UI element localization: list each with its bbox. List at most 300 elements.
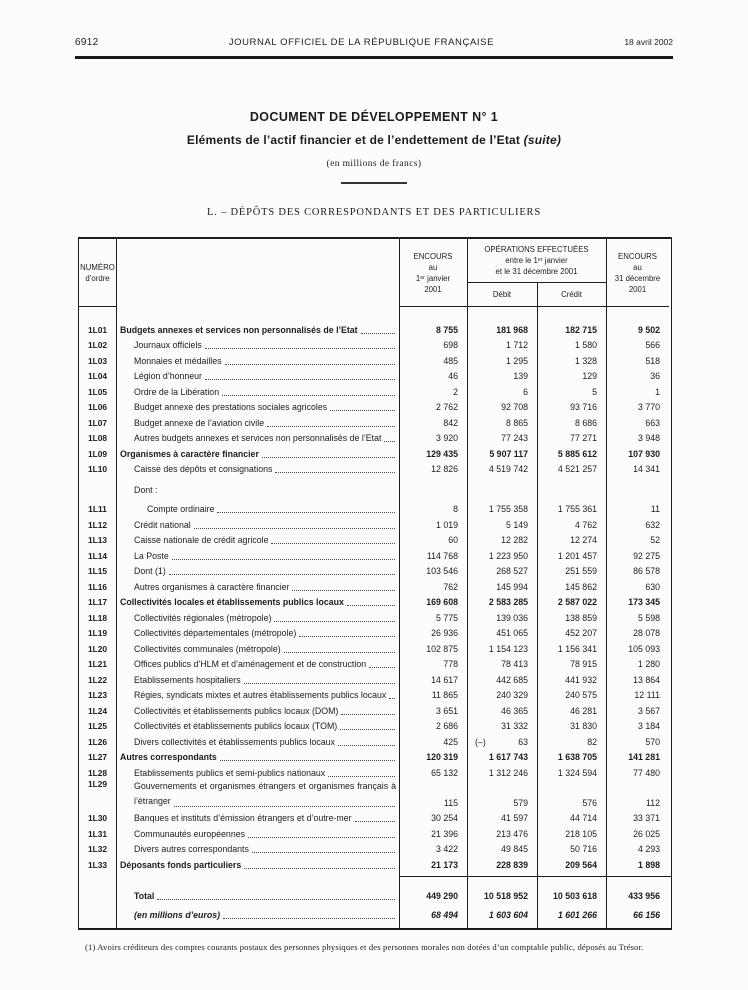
header-line: 1ᵉʳ janvier [415,273,451,283]
cell-encours-decembre: 28 078 [633,628,660,638]
table-row [79,670,671,686]
row-label-text: Collectivités régionales (métropole) [134,612,272,623]
dotted-leader [389,690,395,699]
cell-encours-decembre: 141 281 [628,752,660,762]
cell-encours-janvier: 115 [443,797,458,808]
table-row [79,398,671,414]
page-header [75,37,673,48]
cell-credit: 218 105 [565,828,597,839]
cell-encours-janvier: 2 762 [435,402,458,412]
dotted-leader [194,520,395,529]
row-label [116,340,399,351]
cell-encours-decembre: 92 275 [633,550,660,561]
table-row [79,480,671,496]
table-row [79,824,671,840]
row-number: 1L24 [87,705,108,716]
unit-note: (en millions de francs) [326,159,422,169]
row-label-text: Budget annexe de l’aviation civile [134,417,265,428]
table-row [79,902,671,921]
dotted-leader [169,566,395,575]
cell-credit: 576 [582,797,597,808]
cell-credit: 145 862 [565,581,597,592]
row-label-text: (en millions d’euros) [134,910,221,920]
cell-encours-janvier: 129 435 [426,448,458,459]
table-row [79,732,671,748]
row-label-text: Collectivités communales (métropole) [134,643,281,654]
row-label [116,910,399,921]
row-label [116,582,399,593]
header-cell-credit: Crédit [537,283,606,307]
cell-encours-decembre: 632 [645,519,660,530]
cell-credit: 209 564 [565,859,597,870]
doc-title: DOCUMENT DE DÉVELOPPEMENT N° 1 [249,110,499,124]
header-line: NUMÉRO [80,262,115,272]
table-row [79,655,671,671]
dotted-leader [248,829,395,838]
cell-encours-janvier: 2 686 [435,721,458,731]
header-line: 2001 [628,284,647,294]
cell-encours-janvier: 21 173 [431,859,458,870]
dotted-leader [355,813,395,822]
row-label [116,504,399,515]
dotted-leader [341,706,395,715]
cell-credit: 44 714 [570,813,597,823]
row-label-line2 [134,794,396,809]
dotted-leader [262,449,395,458]
cell-credit: 4 762 [574,519,597,530]
table-row [79,413,671,429]
table-row [79,320,671,336]
row-label-text: Autres correspondants [120,752,217,762]
row-number: 1L25 [87,721,108,731]
cell-credit: 240 575 [565,690,597,700]
cell-encours-decembre: 1 280 [637,659,660,669]
cell-credit: 1 601 266 [557,910,597,920]
cell-debit: 31 332 [501,721,528,731]
cell-encours-decembre: 3 184 [637,721,660,731]
table-row [79,562,671,578]
row-label-text: Dont (1) [134,566,166,576]
cell-credit: 46 281 [570,705,597,716]
row-label [116,566,399,577]
row-label [116,433,399,444]
row-number: 1L08 [87,433,108,443]
cell-debit: 268 527 [496,566,528,576]
cell-encours-decembre: 14 341 [633,464,660,474]
cell-credit: 77 271 [570,433,597,443]
cell-encours-janvier: 65 132 [431,767,458,778]
row-number: 1L06 [87,402,108,412]
header-line: ENCOURS [618,251,657,261]
cell-encours-decembre: 566 [645,340,660,350]
row-number: 1L33 [87,859,108,870]
table-totals-rows [79,883,671,921]
table-row [79,429,671,445]
dotted-leader [244,860,395,869]
row-label [116,628,399,639]
footnote: (1) Avoirs créditeurs des comptes courants postaux des personnes physiques et des personnes morales non dotées d’un comptable public, déposés au Trésor. [85,942,644,952]
cell-credit: 12 274 [570,535,597,545]
row-label-text: Communautés européennes [134,828,246,839]
cell-credit: 2 587 022 [557,597,597,607]
cell-encours-decembre: 518 [645,355,660,366]
deposits-table [78,237,672,930]
dotted-leader [174,794,395,807]
cell-encours-janvier: 2 [453,386,458,397]
row-label [116,891,399,902]
row-label-text: Monnaies et médailles [134,355,222,366]
cell-encours-decembre: 433 956 [628,891,660,901]
row-label [116,485,399,496]
cell-debit: 1 295 [505,355,528,366]
journal-date: 18 avril 2002 [624,37,673,47]
cell-encours-decembre: 9 502 [637,324,660,335]
cell-debit: 5 907 117 [489,448,528,459]
row-label-text: Total [134,891,155,901]
cell-encours-janvier: 120 319 [426,752,458,762]
cell-debit: 78 413 [501,659,528,669]
row-label [116,675,399,686]
cell-encours-janvier: 449 290 [426,891,458,901]
cell-encours-decembre: 1 898 [637,859,660,870]
cell-debit: 49 845 [501,844,528,854]
table-row [79,577,671,593]
table-row [79,624,671,640]
row-label [116,659,399,670]
header-cell-numero [79,239,116,307]
title-block [0,110,748,169]
cell-encours-decembre: 13 864 [633,674,660,685]
cell-credit: 5 885 612 [557,448,597,459]
row-label-text: Ordre de la Libération [134,386,220,397]
cell-encours-decembre: 107 930 [628,448,660,459]
row-label [116,551,399,562]
dotted-leader [244,675,395,684]
cell-encours-janvier: 21 396 [431,828,458,839]
row-label [116,737,399,748]
cell-encours-decembre: 11 [650,504,660,514]
cell-debit: 10 518 952 [483,891,528,901]
dotted-leader [223,910,395,919]
cell-debit [467,737,537,748]
cell-encours-decembre: 3 948 [637,433,660,443]
row-label [116,752,399,763]
cell-encours-janvier: 1 019 [435,519,458,530]
mini-rule [341,182,407,184]
cell-credit: 441 932 [565,674,597,685]
dotted-leader [361,325,395,334]
table-row [79,686,671,702]
cell-debit: 92 708 [501,402,528,412]
table-header [79,239,671,307]
row-label [116,613,399,624]
row-label-line1: Gouvernements et organismes étrangers et organismes français à [134,780,396,791]
cell-credit: 78 915 [570,659,597,669]
row-number: 1L19 [87,628,108,638]
row-label [116,690,399,701]
row-label-text: Autres budgets annexes et services non personnalisés de l’Etat [134,433,382,443]
cell-debit: 77 243 [501,433,528,443]
cell-encours-decembre: 105 093 [628,643,660,654]
table-body-rows [79,320,671,871]
table-body [79,307,671,928]
row-label-text: Crédit national [134,519,191,530]
row-label-text: Déposants fonds particuliers [120,859,242,870]
dotted-leader [222,387,395,396]
dotted-leader [172,551,395,560]
row-number: 1L18 [87,612,108,623]
cell-encours-janvier: 8 755 [435,324,458,335]
dotted-leader [205,371,395,380]
cell-credit: 452 207 [565,628,597,638]
dotted-leader [338,737,395,746]
cell-encours-janvier: 5 775 [435,612,458,623]
cell-encours-decembre: 52 [650,535,660,545]
table-row [79,608,671,624]
cell-debit: 1 223 950 [488,550,528,561]
table-row [79,809,671,825]
dotted-leader [347,597,395,606]
dotted-leader [340,721,395,730]
doc-subtitle-text: Eléments de l’actif financier et de l’endettement de l’Etat [186,133,521,147]
row-number: 1L13 [87,535,108,545]
row-number: 1L26 [87,736,108,747]
cell-encours-decembre: 77 480 [633,767,660,778]
row-number: 1L27 [87,752,108,762]
row-label [116,644,399,655]
cell-debit: 213 476 [496,828,528,839]
cell-debit: 451 065 [496,628,528,638]
cell-debit: 5 149 [505,519,528,530]
cell-encours-janvier: 8 [453,504,458,514]
row-label [116,464,399,475]
table-totals [79,876,671,928]
dotted-leader [274,613,395,622]
table-row [79,500,671,516]
doc-subtitle-suffix: (suite) [523,133,562,147]
table-row [79,639,671,655]
dotted-leader [157,891,395,900]
header-line: au [428,262,438,272]
header-line: d’ordre [85,273,110,283]
cell-debit: 1 312 246 [488,767,528,778]
row-number: 1L17 [87,597,108,607]
cell-credit: 5 [592,386,597,397]
cell-debit: 46 365 [501,705,528,716]
cell-credit: 1 755 361 [557,504,597,514]
cell-credit: 1 638 705 [557,752,597,762]
cell-encours-janvier: 425 [443,736,458,747]
cell-debit: 139 036 [496,612,528,623]
cell-encours-decembre: 663 [645,417,660,428]
cell-encours-janvier: 14 617 [431,674,458,685]
header-group-operations [467,239,606,307]
cell-credit: 82 [587,736,597,747]
row-label-text: Caisse nationale de crédit agricole [134,535,269,545]
table-row [79,763,671,779]
dotted-leader [284,644,395,653]
row-label [116,813,399,824]
row-number: 1L12 [87,519,108,530]
cell-encours-decembre: 3 770 [637,402,660,412]
cell-encours-janvier: 698 [443,340,458,350]
header-line: ENCOURS [413,251,453,261]
table-row [79,444,671,460]
cell-debit: 228 839 [496,859,528,870]
cell-encours-janvier: 103 546 [426,566,458,576]
row-label [116,325,399,336]
row-label-text: Compte ordinaire [147,504,215,514]
table-row [79,460,671,476]
cell-debit: 579 [513,797,528,808]
doc-subtitle [0,133,748,147]
table-row [79,367,671,383]
header-line: 2001 [424,284,442,294]
row-label-text: Offices publics d’HLM et d’aménagement et de construction [134,659,367,669]
table-row [79,593,671,609]
cell-credit: 1 201 457 [557,550,597,561]
row-label-text: l’étranger [134,795,171,806]
cell-debit: 240 329 [496,690,528,700]
cell-debit: 442 685 [496,674,528,685]
row-number: 1L02 [87,340,108,350]
dotted-leader [275,464,395,473]
cell-encours-decembre: 173 345 [628,597,660,607]
cell-encours-decembre: 12 111 [634,690,660,700]
dotted-leader [271,535,395,544]
table-row [79,531,671,547]
row-label [116,449,399,460]
cell-credit: 182 715 [565,324,597,335]
header-rule [75,56,673,59]
row-label [116,844,399,855]
cell-encours-decembre: 5 598 [637,612,660,623]
section-title: L. – DÉPÔTS DES CORRESPONDANTS ET DES PARTICULIERS [207,207,541,218]
table-row [79,840,671,856]
cell-encours-janvier: 485 [443,355,458,366]
cell-credit: 129 [582,371,597,381]
dotted-leader [217,504,395,513]
header-cell-label [116,239,399,307]
header-cell-debit: Débit [467,283,537,307]
table-row [79,717,671,733]
cell-encours-janvier: 3 651 [435,705,458,716]
header-line: entre le 1ᵉʳ janvier [505,256,568,265]
cell-credit: 31 830 [570,721,597,731]
cell-encours-janvier: 12 826 [431,464,458,474]
row-number: 1L15 [87,566,108,576]
dotted-leader [292,582,395,591]
row-label [116,356,399,367]
row-label-text: Collectivités et établissements publics locaux (DOM) [134,705,339,716]
cell-debit: 2 583 285 [488,597,528,607]
cell-encours-decembre: 570 [645,736,660,747]
row-label [116,402,399,413]
cell-credit: 251 559 [565,566,597,576]
cell-encours-janvier: 762 [443,581,458,592]
cell-credit: 50 716 [570,844,597,854]
page-number: 6912 [75,37,99,48]
cell-encours-janvier: 60 [448,535,458,545]
cell-debit: 4 519 742 [488,464,528,474]
row-label-text: Dont : [134,484,158,495]
row-number: 1L20 [87,643,108,654]
cell-encours-decembre: 3 567 [637,705,660,716]
cell-debit: 8 865 [505,417,528,428]
cell-encours-decembre: 1 [655,386,660,397]
cell-value: 63 [518,736,528,747]
cell-encours-decembre: 66 156 [633,910,660,920]
table-row [79,515,671,531]
journal-title: JOURNAL OFFICIEL DE LA RÉPUBLIQUE FRANÇAISE [228,37,495,48]
row-label [116,829,399,840]
dotted-leader [267,418,395,427]
cell-encours-janvier: 11 865 [431,690,458,700]
cell-credit: 138 859 [565,612,597,623]
row-label-text: Caisse des dépôts et consignations [134,464,273,474]
row-label-text: Budgets annexes et services non personnalisés de l’Etat [120,324,358,335]
row-label-text: Journaux officiels [134,340,202,350]
row-number: 1L14 [87,550,108,561]
cell-encours-janvier: 778 [443,659,458,669]
header-cell-encours-janvier [399,239,467,307]
row-label-text: Banques et instituts d’émission étrangers et d’outre-mer [134,813,352,823]
cell-credit: 1 156 341 [557,643,597,654]
row-number: 1L11 [88,504,107,514]
row-label-text: Etablissements publics et semi-publics nationaux [134,767,326,778]
row-label [116,721,399,732]
cell-encours-janvier: 114 768 [426,550,458,561]
cell-encours-janvier: 842 [443,417,458,428]
table-row [79,701,671,717]
row-label-text: Divers autres correspondants [134,844,249,854]
table-row [79,351,671,367]
cell-credit: 8 686 [574,417,597,428]
row-number: 1L32 [87,844,108,854]
cell-encours-janvier: 68 494 [431,910,458,920]
header-cell-operations [467,239,606,283]
row-label [116,387,399,398]
cell-debit: 1 154 123 [488,643,528,654]
cell-debit: 1 755 358 [488,504,528,514]
row-label-text: Organismes à caractère financier [120,448,259,459]
dotted-leader [369,659,395,668]
dotted-leader [328,768,395,777]
cell-credit: 1 580 [574,340,597,350]
row-label-text: Etablissements hospitaliers [134,674,241,685]
header-line: et le 31 décembre 2001 [495,267,578,276]
cell-credit: 10 503 618 [552,891,597,901]
cell-debit: 6 [523,386,528,397]
cell-debit: 139 [513,371,528,381]
row-number: 1L30 [87,813,108,823]
cell-credit: 1 324 594 [557,767,597,778]
table-row [79,748,671,764]
row-number: 1L07 [87,417,108,428]
negative-sign: (–) [475,736,486,747]
dotted-leader [252,844,395,853]
row-number: 1L04 [87,371,108,381]
cell-credit: 4 521 257 [557,464,597,474]
row-label-text: Collectivités et établissements publics locaux (TOM) [134,721,338,731]
dotted-leader [299,628,395,637]
row-number: 1L31 [87,828,108,839]
row-number: 1L01 [87,324,108,335]
row-label [116,371,399,382]
row-label [116,535,399,546]
row-number: 1L16 [87,581,108,592]
header-cell-encours-decembre [606,239,669,307]
